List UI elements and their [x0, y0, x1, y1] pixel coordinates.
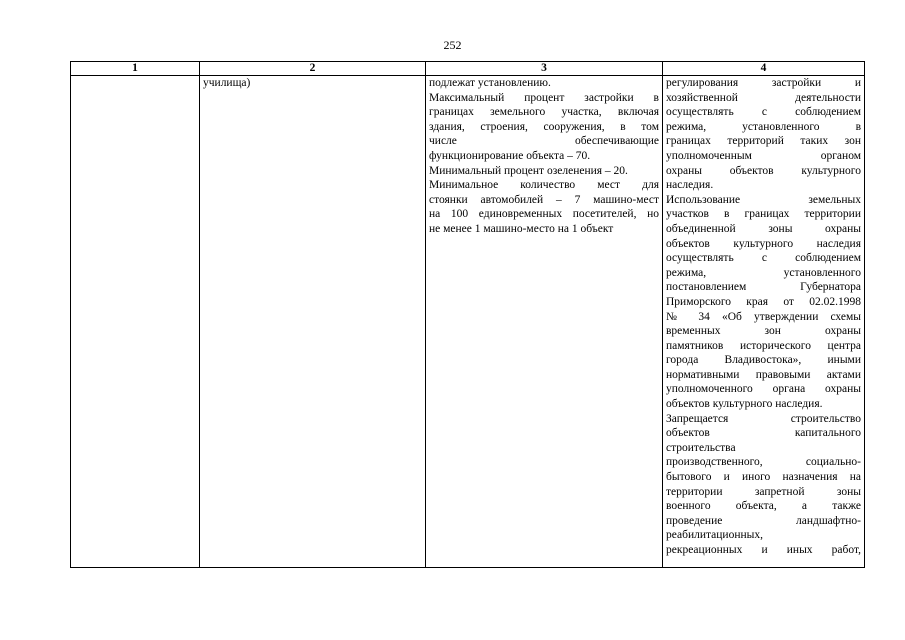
col4-line: Использование земельных: [666, 193, 861, 206]
col4-line: объектов культурного наследия: [666, 237, 861, 250]
col4-line: нормативными правовыми актами: [666, 368, 861, 381]
col4-line: регулирования застройки и: [666, 77, 861, 89]
document-table: [70, 61, 865, 568]
col3-line: функционирование объекта – 70.: [429, 149, 591, 162]
page-number: 252: [443, 38, 462, 52]
col3-line: Минимальное количество мест для: [429, 179, 659, 192]
col3-line: не менее 1 машино-место на 1 объект: [429, 222, 614, 235]
col4-line: хозяйственной деятельности: [666, 91, 861, 104]
col3-line: здания, строения, сооружения, в том: [429, 120, 659, 133]
col4-line: наследия.: [666, 179, 714, 192]
col4-line: военного объекта, а также: [666, 500, 861, 513]
col4-line: рекреационных и иных работ,: [666, 544, 861, 556]
col3-line: Минимальный процент озеленения – 20.: [429, 164, 628, 177]
col4-line: территории запретной зоны: [666, 485, 861, 498]
col4-line: № 34 «Об утверждении схемы: [666, 310, 861, 323]
col4-line: участков в границах территории: [666, 208, 861, 221]
col4-line: производственного, социально-: [666, 456, 861, 469]
col3-line: Максимальный процент застройки в: [429, 91, 659, 104]
cell-col3: [426, 76, 663, 568]
col4-line: строительства: [666, 441, 736, 454]
col4-line: уполномоченным органом: [666, 149, 861, 162]
cell-col2: училища): [200, 76, 426, 568]
col4-line: города Владивостока», иными: [666, 354, 861, 367]
col4-line: постановлением Губернатора: [666, 281, 861, 294]
col4-line: проведение ландшафтно-: [666, 514, 861, 527]
col4-line: временных зон охраны: [666, 325, 861, 338]
cell-col3-text: [429, 76, 659, 237]
col4-line: Приморского края от 02.02.1998: [666, 295, 861, 308]
col3-line: числе обеспечивающие: [429, 135, 659, 148]
cell-col1: [71, 76, 200, 568]
col4-line: бытового и иного назначения на: [666, 471, 861, 484]
col3-line: стоянки автомобилей – 7 машино-мест: [429, 193, 659, 206]
col4-line: объектов культурного наследия.: [666, 398, 823, 411]
cell-col4-text: [666, 76, 861, 558]
col3-line: границах земельного участка, включая: [429, 106, 659, 119]
col4-line: осуществлять с соблюдением: [666, 252, 861, 265]
column-header-4: 4: [663, 62, 865, 76]
col3-line: подлежат установлению.: [429, 77, 551, 89]
table-row: [71, 76, 865, 568]
column-header-1: 1: [71, 62, 200, 76]
col4-line: объединенной зоны охраны: [666, 222, 861, 235]
col4-line: режима, установленного: [666, 266, 861, 279]
column-header-2: 2: [200, 62, 426, 76]
col4-line: уполномоченного органа охраны: [666, 383, 861, 396]
column-header-3: 3: [426, 62, 663, 76]
cell-col4: [663, 76, 865, 568]
col4-line: реабилитационных,: [666, 529, 763, 542]
col4-line: осуществлять с соблюдением: [666, 106, 861, 119]
col3-line: на 100 единовременных посетителей, но: [429, 208, 659, 221]
col4-line: памятников исторического центра: [666, 339, 861, 352]
table-header-row: [71, 62, 865, 76]
col4-line: режима, установленного в: [666, 120, 861, 133]
col4-line: границах территорий таких зон: [666, 135, 861, 148]
col4-line: охраны объектов культурного: [666, 164, 861, 177]
col4-line: объектов капитального: [666, 427, 861, 440]
col4-line: Запрещается строительство: [666, 412, 861, 425]
